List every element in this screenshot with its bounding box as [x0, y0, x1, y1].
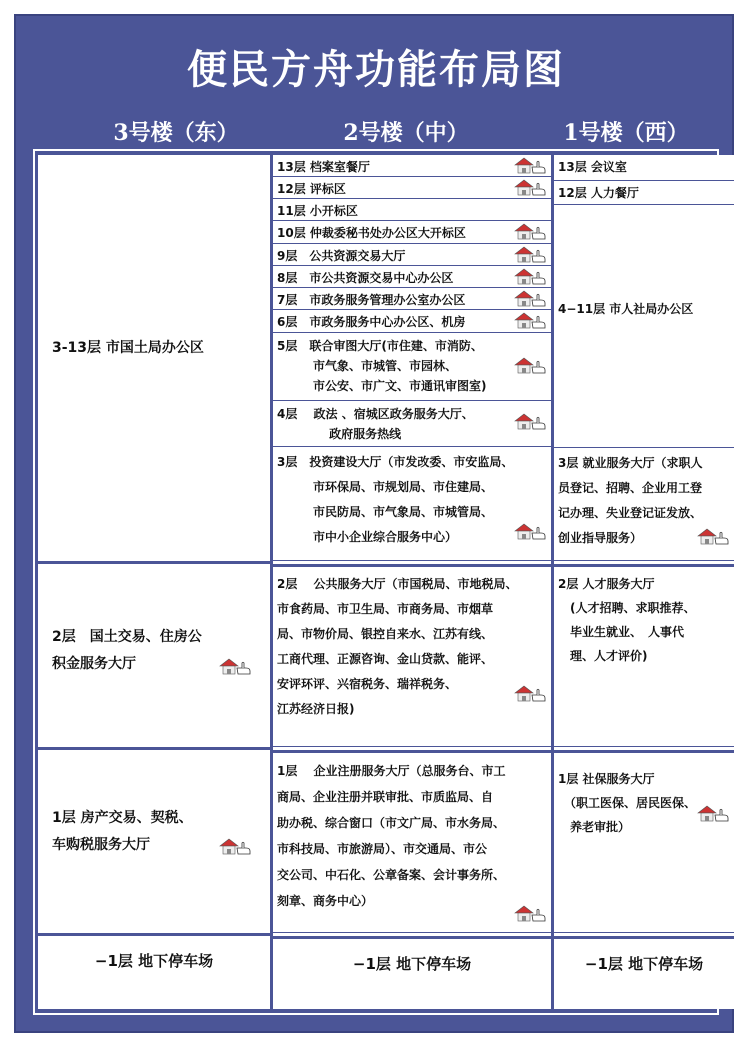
- center-floor-10[interactable]: [273, 221, 551, 244]
- house-hand-icon[interactable]: [513, 157, 547, 175]
- west-floor-4-11: [554, 205, 734, 448]
- center-floor-5-text: 5层 联合审图大厅(市住建、市消防、 市气象、市城管、市园林、 市公安、市广文、市通讯审图室): [277, 339, 487, 393]
- east-floor-2[interactable]: [38, 564, 270, 747]
- house-hand-icon[interactable]: [513, 179, 547, 197]
- center-floor-5[interactable]: [273, 333, 551, 401]
- house-hand-icon[interactable]: [513, 290, 547, 308]
- house-hand-icon[interactable]: [696, 528, 730, 546]
- center-floor-1[interactable]: [273, 750, 551, 933]
- house-hand-icon[interactable]: [218, 838, 252, 856]
- center-floor-4[interactable]: [273, 401, 551, 447]
- center-floor-6[interactable]: [273, 310, 551, 333]
- center-floor-12[interactable]: [273, 177, 551, 199]
- center-floor-7-text: 7层 市政务服务管理办公室办公区: [277, 293, 466, 307]
- house-hand-icon[interactable]: [513, 413, 547, 431]
- west-floor-4-11-text: 4−11层 市人社局办公区: [558, 302, 694, 316]
- center-floor-b1-text: −1层 地下停车场: [352, 955, 472, 973]
- house-hand-icon[interactable]: [513, 246, 547, 264]
- center-column: [273, 155, 551, 1009]
- center-floor-2[interactable]: [273, 564, 551, 747]
- west-floor-2-text: 2层 人才服务大厅 (人才招聘、求职推荐、 毕业生就业、 人事代 理、人才评价): [558, 577, 696, 663]
- building-2-header: 2号楼（中）: [343, 120, 469, 146]
- west-floor-3-text: 3层 就业服务大厅（求职人 员登记、招聘、企业用工登 记办理、失业登记证发放、 创业指导服务）: [558, 456, 703, 545]
- center-floor-b1: [273, 936, 551, 1009]
- house-hand-icon[interactable]: [513, 685, 547, 703]
- center-floor-7[interactable]: [273, 288, 551, 310]
- center-floor-13-text: 13层 档案室餐厅: [277, 160, 370, 174]
- center-floor-4-text: 4层 政法 、宿城区政务服务大厅、 政府服务热线: [277, 407, 474, 441]
- west-floor-12: [554, 181, 734, 205]
- center-floor-6-text: 6层 市政务服务中心办公区、机房: [277, 315, 466, 329]
- house-hand-icon[interactable]: [513, 905, 547, 923]
- east-floor-b1: [38, 936, 270, 1009]
- center-floor-12-text: 12层 评标区: [277, 182, 346, 196]
- east-floor-b1-text: −1层 地下停车场: [94, 952, 214, 970]
- page-title: 便民方舟功能布局图: [187, 46, 565, 93]
- center-floor-3-text: 3层 投资建设大厅（市发改委、市安监局、 市环保局、市规划局、市住建局、 市民防局、市气象局、市城管局、 市中小企业综合服务中心）: [277, 455, 514, 544]
- building-1-header: 1号楼（西）: [563, 120, 689, 146]
- building-3-header: 3号楼（东）: [113, 120, 239, 146]
- west-floor-2: [554, 564, 734, 747]
- west-floor-1-text: 1层 社保服务大厅 （职工医保、居民医保、 养老审批）: [558, 772, 697, 834]
- center-floor-13[interactable]: [273, 155, 551, 177]
- east-floor-3-13: [38, 155, 270, 561]
- center-floor-2-text: 2层 公共服务大厅（市国税局、市地税局、 市食药局、市卫生局、市商务局、市烟草 局、市物价局、银控自来水、江苏有线、 工商代理、正源咨询、金山贷款、能评、 安评环评、兴宿税务、瑞祥税务、 江苏经济日报): [277, 577, 518, 716]
- center-floor-8-text: 8层 市公共资源交易中心办公区: [277, 271, 454, 285]
- west-floor-1[interactable]: [554, 750, 734, 933]
- house-hand-icon[interactable]: [513, 523, 547, 541]
- east-floor-3-13-text: 3-13层 市国土局办公区: [52, 340, 204, 356]
- house-hand-icon[interactable]: [696, 805, 730, 823]
- center-floor-3[interactable]: [273, 447, 551, 561]
- west-floor-13: [554, 155, 734, 181]
- center-floor-11: [273, 199, 551, 221]
- center-floor-8[interactable]: [273, 266, 551, 288]
- west-floor-12-text: 12层 人力餐厅: [558, 186, 639, 200]
- layout-board: [14, 14, 734, 1033]
- floor-table: [33, 149, 719, 1015]
- center-floor-1-text: 1层 企业注册服务大厅（总服务台、市工 商局、企业注册并联审批、市质监局、自 助办税、综合窗口（市文广局、市水务局、 市科技局、市旅游局）、市交通局、市公 交公司、中石化、公章备案、会计事务所、 刻章、商务中心）: [277, 764, 506, 908]
- house-hand-icon[interactable]: [218, 658, 252, 676]
- house-hand-icon[interactable]: [513, 312, 547, 330]
- west-floor-b1-text: −1层 地下停车场: [584, 955, 704, 973]
- house-hand-icon[interactable]: [513, 357, 547, 375]
- house-hand-icon[interactable]: [513, 268, 547, 286]
- west-column: [554, 155, 734, 1009]
- house-hand-icon[interactable]: [513, 223, 547, 241]
- center-floor-9[interactable]: [273, 244, 551, 266]
- west-floor-b1: [554, 936, 734, 1009]
- east-floor-1[interactable]: [38, 750, 270, 933]
- west-floor-13-text: 13层 会议室: [558, 160, 627, 174]
- west-floor-3[interactable]: [554, 448, 734, 561]
- east-floor-1-text: 1层 房产交易、契税、 车购税服务大厅: [52, 810, 193, 853]
- center-floor-11-text: 11层 小开标区: [277, 204, 358, 218]
- east-floor-2-text: 2层 国土交易、住房公 积金服务大厅: [52, 629, 202, 672]
- center-floor-9-text: 9层 公共资源交易大厅: [277, 249, 406, 263]
- center-floor-10-text: 10层 仲裁委秘书处办公区大开标区: [277, 226, 466, 240]
